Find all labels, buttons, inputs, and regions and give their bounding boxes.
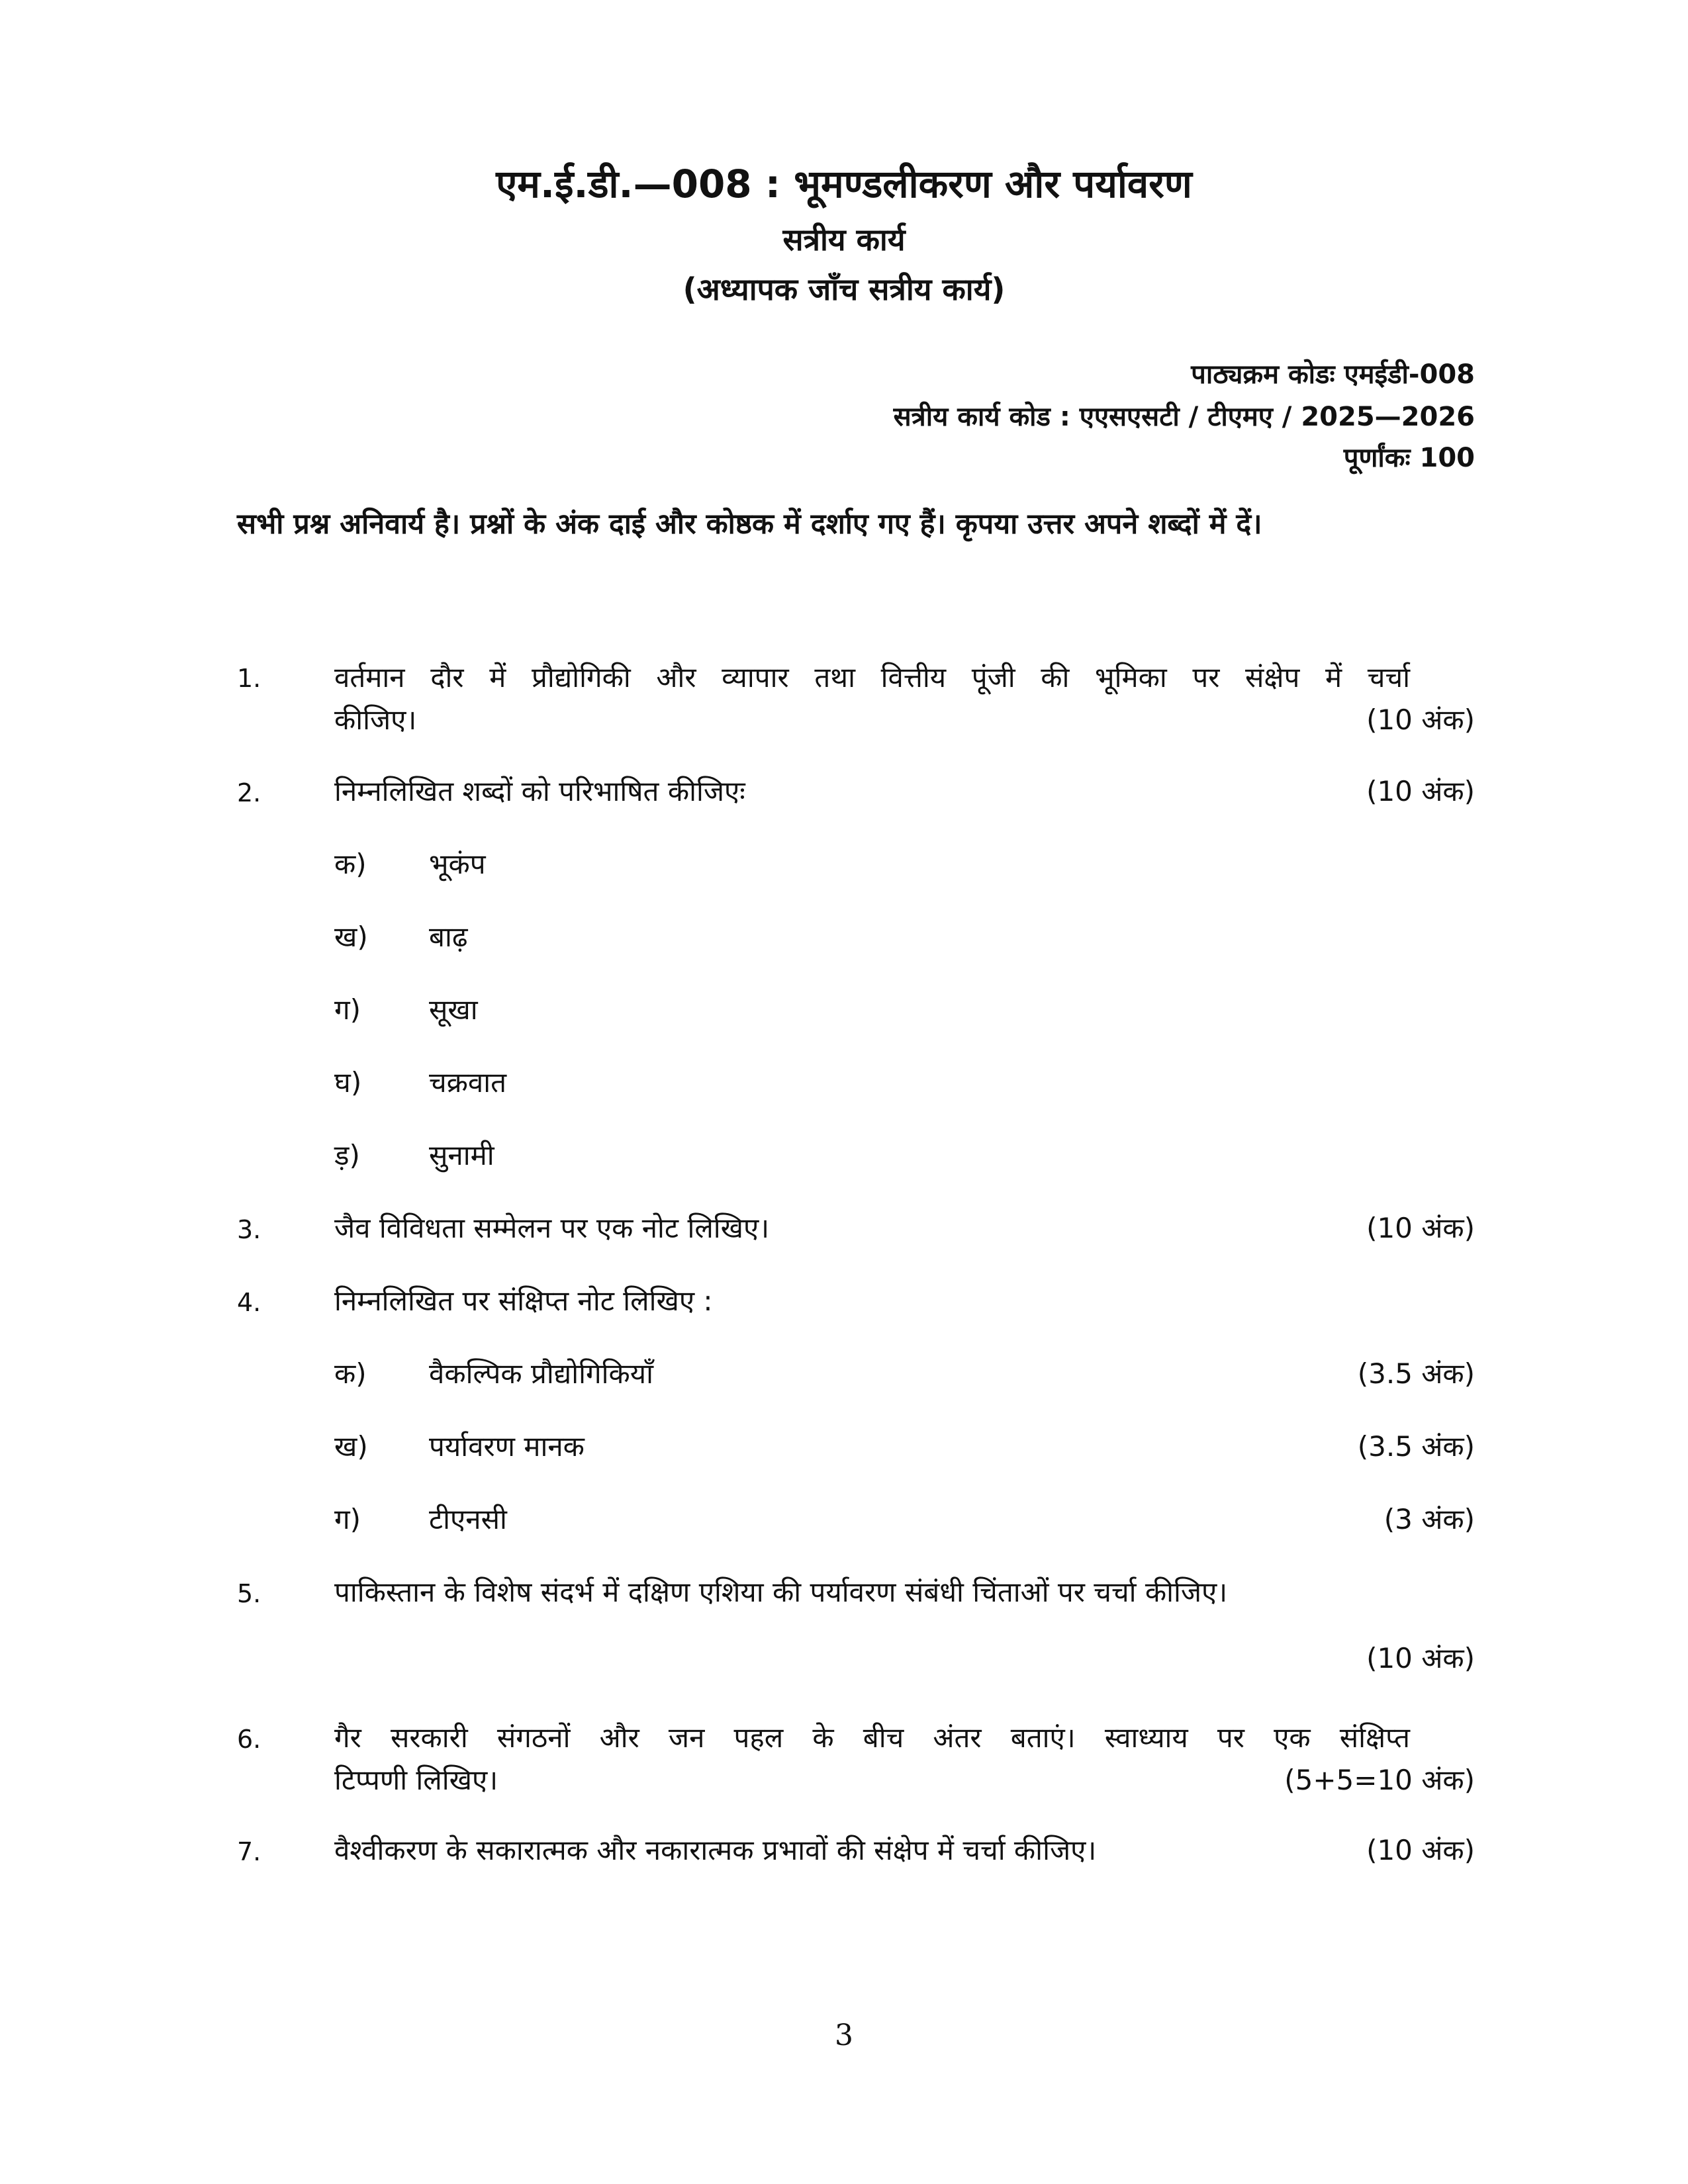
document-subtitle-2: (अध्यापक जाँच सत्रीय कार्य)	[682, 271, 1006, 307]
question-text: निम्नलिखित पर संक्षिप्त नोट लिखिए :	[334, 1285, 713, 1317]
question-text: निम्नलिखित शब्दों को परिभाषित कीजिएः	[334, 775, 745, 807]
question-marks: (10 अंक)	[1366, 1212, 1475, 1244]
page-number: 3	[835, 2019, 853, 2052]
subitem-label: क)	[334, 848, 367, 880]
question-number: 5.	[237, 1579, 261, 1608]
question-marks: (10 अंक)	[1366, 1834, 1475, 1866]
subitem-label: ग)	[334, 993, 361, 1026]
question-marks: (10 अंक)	[1366, 704, 1475, 736]
question-text: गैर सरकारी संगठनों और जन पहल के बीच अंतर बताएं। स्वाध्याय पर एक संक्षिप्त	[334, 1721, 1410, 1754]
question-marks: (5+5=10 अंक)	[1284, 1764, 1475, 1796]
question-number: 6.	[237, 1725, 261, 1754]
subitem-marks: (3.5 अंक)	[1357, 1430, 1475, 1463]
subitem-label: ग)	[334, 1503, 361, 1535]
subitem-text: पर्यावरण मानक	[429, 1430, 585, 1463]
instructions: सभी प्रश्न अनिवार्य है। प्रश्नों के अंक दाई और कोष्ठक में दर्शाए गए हैं। कृपया उत्तर अपने शब्दों में दें।	[237, 508, 1262, 541]
question-number: 4.	[237, 1288, 261, 1317]
subitem-label: ख)	[334, 1430, 368, 1463]
subitem-text: वैकल्पिक प्रौद्योगिकियाँ	[429, 1357, 653, 1390]
question-number: 3.	[237, 1215, 261, 1244]
subitem-text: सूखा	[429, 993, 478, 1026]
question-marks: (10 अंक)	[1366, 775, 1475, 807]
question-text: वर्तमान दौर में प्रौद्योगिकी और व्यापार तथा वित्तीय पूंजी की भूमिका पर संक्षेप में चर्चा	[334, 661, 1410, 694]
question-text-continued: टिप्पणी लिखिए।	[334, 1764, 498, 1796]
subitem-label: ड़)	[334, 1139, 360, 1171]
subitem-label: ख)	[334, 921, 368, 953]
subitem-text: चक्रवात	[429, 1066, 507, 1099]
document-subtitle: सत्रीय कार्य	[782, 222, 906, 257]
question-number: 2.	[237, 778, 261, 807]
subitem-text: भूकंप	[429, 848, 486, 880]
course-code: पाठ्यक्रम कोडः एमईडी-008	[1191, 359, 1475, 390]
question-text: वैश्वीकरण के सकारात्मक और नकारात्मक प्रभावों की संक्षेप में चर्चा कीजिए।	[334, 1834, 1097, 1866]
subitem-text: सुनामी	[429, 1139, 494, 1171]
subitem-text: टीएनसी	[429, 1503, 507, 1535]
question-text: पाकिस्तान के विशेष संदर्भ में दक्षिण एशिया की पर्यावरण संबंधी चिंताओं पर चर्चा कीजिए।	[334, 1576, 1228, 1608]
document-title: एम.ई.डी.—008 : भूमण्डलीकरण और पर्यावरण	[496, 161, 1192, 206]
question-text-continued: कीजिए।	[334, 704, 417, 736]
subitem-label: क)	[334, 1357, 367, 1390]
subitem-marks: (3.5 अंक)	[1357, 1357, 1475, 1390]
question-number: 1.	[237, 664, 261, 693]
question-number: 7.	[237, 1837, 261, 1866]
subitem-text: बाढ़	[429, 921, 468, 953]
question-marks: (10 अंक)	[1366, 1642, 1475, 1674]
subitem-label: घ)	[334, 1066, 362, 1099]
question-text: जैव विविधता सम्मेलन पर एक नोट लिखिए।	[334, 1212, 770, 1244]
assignment-code: सत्रीय कार्य कोड : एएसएसटी / टीएमए / 2025—2026	[893, 402, 1475, 432]
subitem-marks: (3 अंक)	[1383, 1503, 1475, 1535]
max-marks: पूर्णांकः 100	[1343, 443, 1475, 473]
